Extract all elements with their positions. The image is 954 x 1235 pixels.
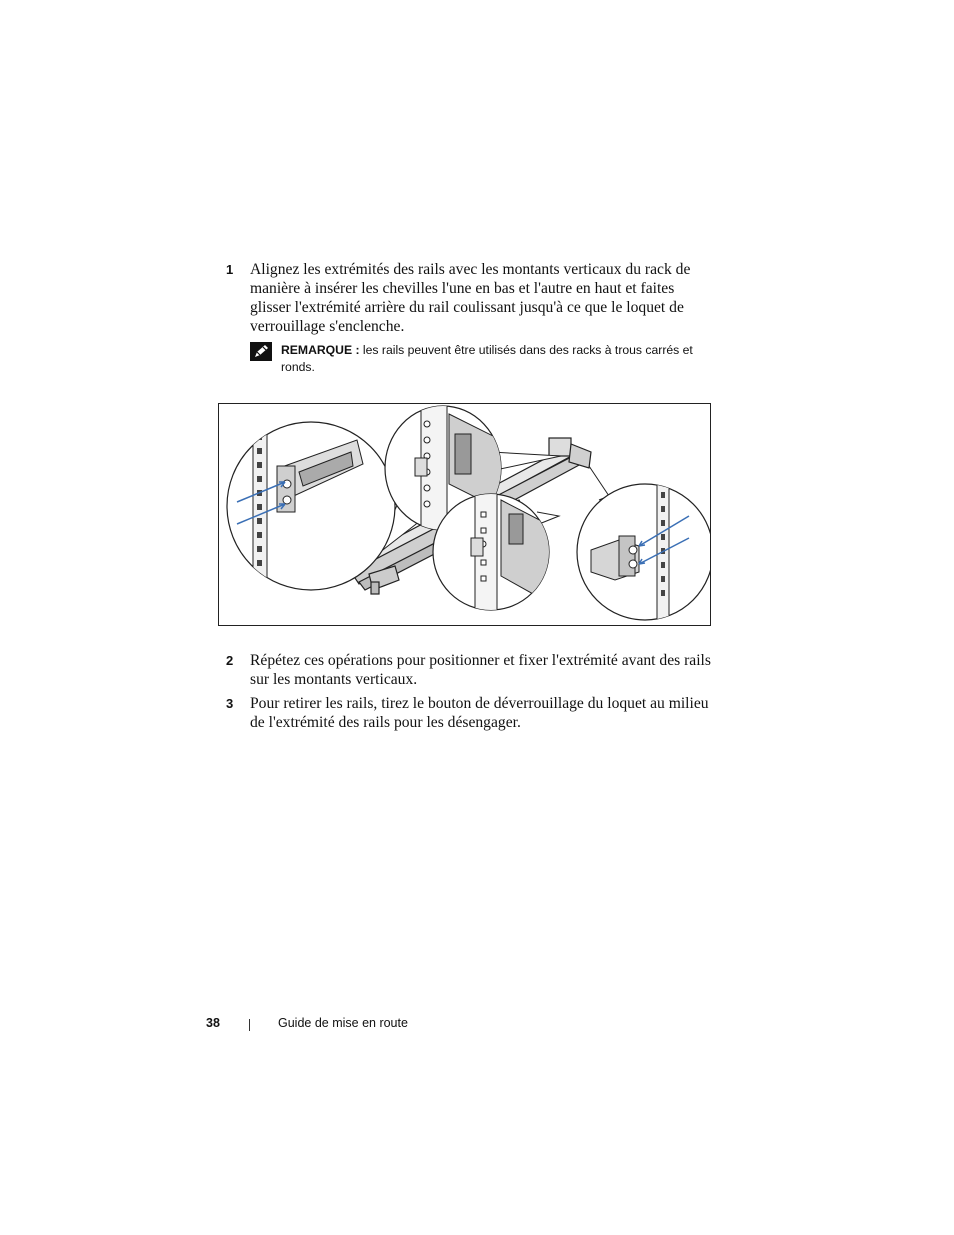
footer-separator — [249, 1019, 250, 1031]
note — [250, 342, 710, 376]
step-3 — [226, 694, 716, 732]
note-label: REMARQUE : — [281, 343, 360, 357]
step-text: Pour retirer les rails, tirez le bouton de déverrouillage du loquet au milieu de l'extrémité des rails pour les désengager. — [250, 695, 709, 731]
pencil-note-icon — [250, 342, 272, 361]
note-body: les rails peuvent être utilisés dans des racks à trous carrés et ronds. — [281, 343, 693, 374]
step-number: 3 — [226, 696, 234, 711]
rail-installation-figure — [218, 403, 711, 626]
step-text: Répétez ces opérations pour positionner et fixer l'extrémité avant des rails sur les montants verticaux. — [250, 652, 711, 688]
detail-circle-right — [577, 480, 710, 625]
rail-installation-illustration-icon — [219, 404, 710, 625]
step-2 — [226, 651, 716, 689]
note-text — [281, 342, 710, 376]
guide-title: Guide de mise en route — [278, 1016, 408, 1030]
step-text: Alignez les extrémités des rails avec les montants verticaux du rack de manière à insérer les chevilles l'une en bas et l'autre en haut et faites glisser l'extrémité arrière du rail coulissant jusqu'à ce que le loquet de verrouillage s'enclenche. — [250, 261, 691, 335]
step-number: 1 — [226, 262, 234, 277]
page-number: 38 — [206, 1016, 220, 1030]
step-1 — [226, 260, 716, 336]
step-number: 2 — [226, 653, 234, 668]
detail-circle-middle — [433, 492, 551, 612]
